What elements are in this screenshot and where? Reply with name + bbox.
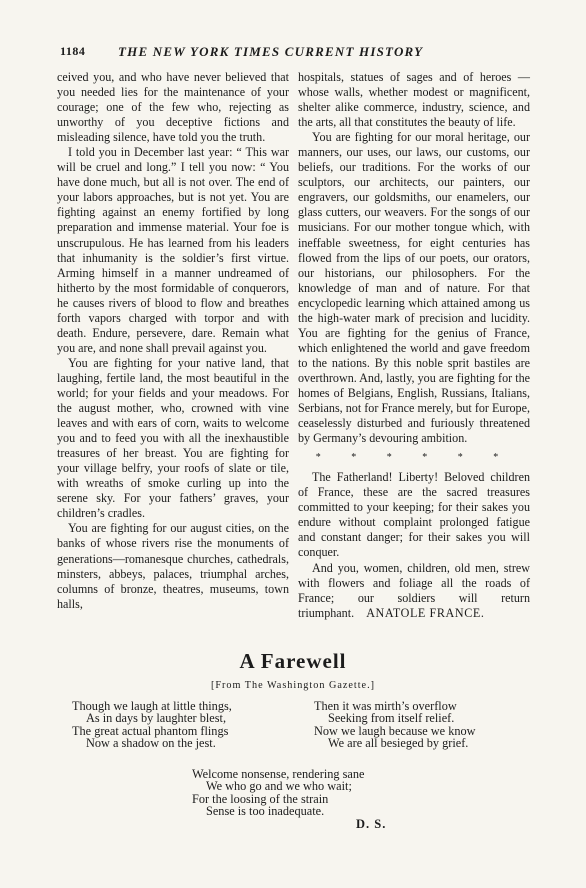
article-signature: ANATOLE FRANCE. [366,605,485,620]
poem-line: Then it was mirth’s overflow [314,699,457,713]
article-column-right [298,70,530,621]
poem-line: We are all besieged by grief. [328,736,469,751]
article-paragraph: You are fighting for our moral heritage, our manners, our uses, our laws, our customs, our beliefs, our traditions. For the works of our sculptors, our architects, our painters, our engravers, our goldsmiths, our enamelers, our glass cutters, our weavers. For the songs of our musicians. For our mother tongue which, with ineffable sweetness, for eight centuries has flowed from the lips of our poets, our orators, our historians, our philosophers. For the knowledge of man and of nature. For that encyclopedic learning which attained among us the high-water mark of precision and lucidity. You are fighting for the genius of France, which enlightened the world and gave freedom to the nations. By this noble sprit bastiles are overthrown. And, lastly, you are fighting for the homes of Belgians, English, Russians, Italians, Serbians, not for France merely, but for Europe, ceaselessly disturbed and furiously threatened by Germany’s devouring ambition. [298,130,530,446]
article-paragraph: ceived you, and who have never believed that you needed lies for the maintenance of your courage; one of the few who, rejecting as unworthy of you deceptive fictions and misleading silence, have told you the truth. [57,70,289,145]
poem-line: We who go and we who wait; [206,779,352,794]
page-number: 1184 [60,44,86,58]
section-separator: * * * * * * [315,452,513,464]
closing-text: And you, women, children, old men, strew with flowers and foliage all the roads of France; our soldiers will return triumphant. [298,560,530,620]
article-paragraph: You are fighting for our august cities, on the banks of whose rivers rise the monuments of generations—romanesque churches, cathedrals, minsters, abbeys, palaces, triumphal arches, columns of bronze, theatres, museums, town halls, [57,521,289,611]
poem-stanza-center [192,768,364,818]
poem-source: [From The Washington Gazette.] [210,680,376,691]
poem-line: Now we laugh because we know [314,723,476,738]
poem-line: Sense is too inadequate. [206,804,325,819]
article-paragraph: The Fatherland! Liberty! Beloved children of France, these are the sacred treasures committed to your keeping; for their sakes you endure without complaint prolonged fatigue and constant danger; for their sakes you will conquer. [298,470,530,560]
running-head: THE NEW YORK TIMES CURRENT HISTORY [118,44,424,59]
poem-line: Though we laugh at little things, [72,699,232,713]
poem-line: As in days by laughter blest, [86,711,227,726]
article-column-left [57,70,289,612]
poem-stanza-right [314,700,476,750]
poem-title: A Farewell [239,649,347,673]
page-header [60,44,526,62]
closing-paragraph [298,561,530,621]
poem-line: Now a shadow on the jest. [86,736,216,751]
article-paragraph: hospitals, statues of sages and of heroes —whose walls, whether modest or magnificent, shelter alike commerce, industry, science, and the arts, all that constitutes the beauty of life. [298,70,530,130]
poem-stanza-left [72,700,232,750]
poem-line: Seeking from itself relief. [328,711,455,726]
poem-line: The great actual phantom flings [72,723,229,738]
article-paragraph: You are fighting for your native land, that laughing, fertile land, the most beautiful in the world; for your fields and your meadows. For the august mother, who, crowned with vine leaves and with ears of corn, waits to welcome you and to feed you with all the inexhaustible treasures of her breast. You are fighting for your village belfry, your roofs of slate or tile, with wreaths of smoke curling up into the serene sky. For your fathers’ graves, your children’s cradles. [57,355,289,521]
article-paragraph: I told you in December last year: “ This war will be cruel and long.” I tell you now: “ You have done much, but all is not over. The end of your labors approaches, but is not yet. You are fighting against an enemy fortified by long preparation and immense material. Your foe is unscrupulous. He has learned from his leaders that inhumanity is the soldier’s first virtue. Arming himself in a manner undreamed of hitherto by the most formidable of conquerors, he causes rivers of blood to flow and breathes forth vapors charged with torpor and with death. Endure, persevere, dare. Remain what you are, and none shall prevail against you. [57,145,289,355]
poem-author: D. S. [356,817,387,831]
poem-line: Welcome nonsense, rendering sane [192,767,365,781]
poem-line: For the loosing of the strain [192,791,329,806]
